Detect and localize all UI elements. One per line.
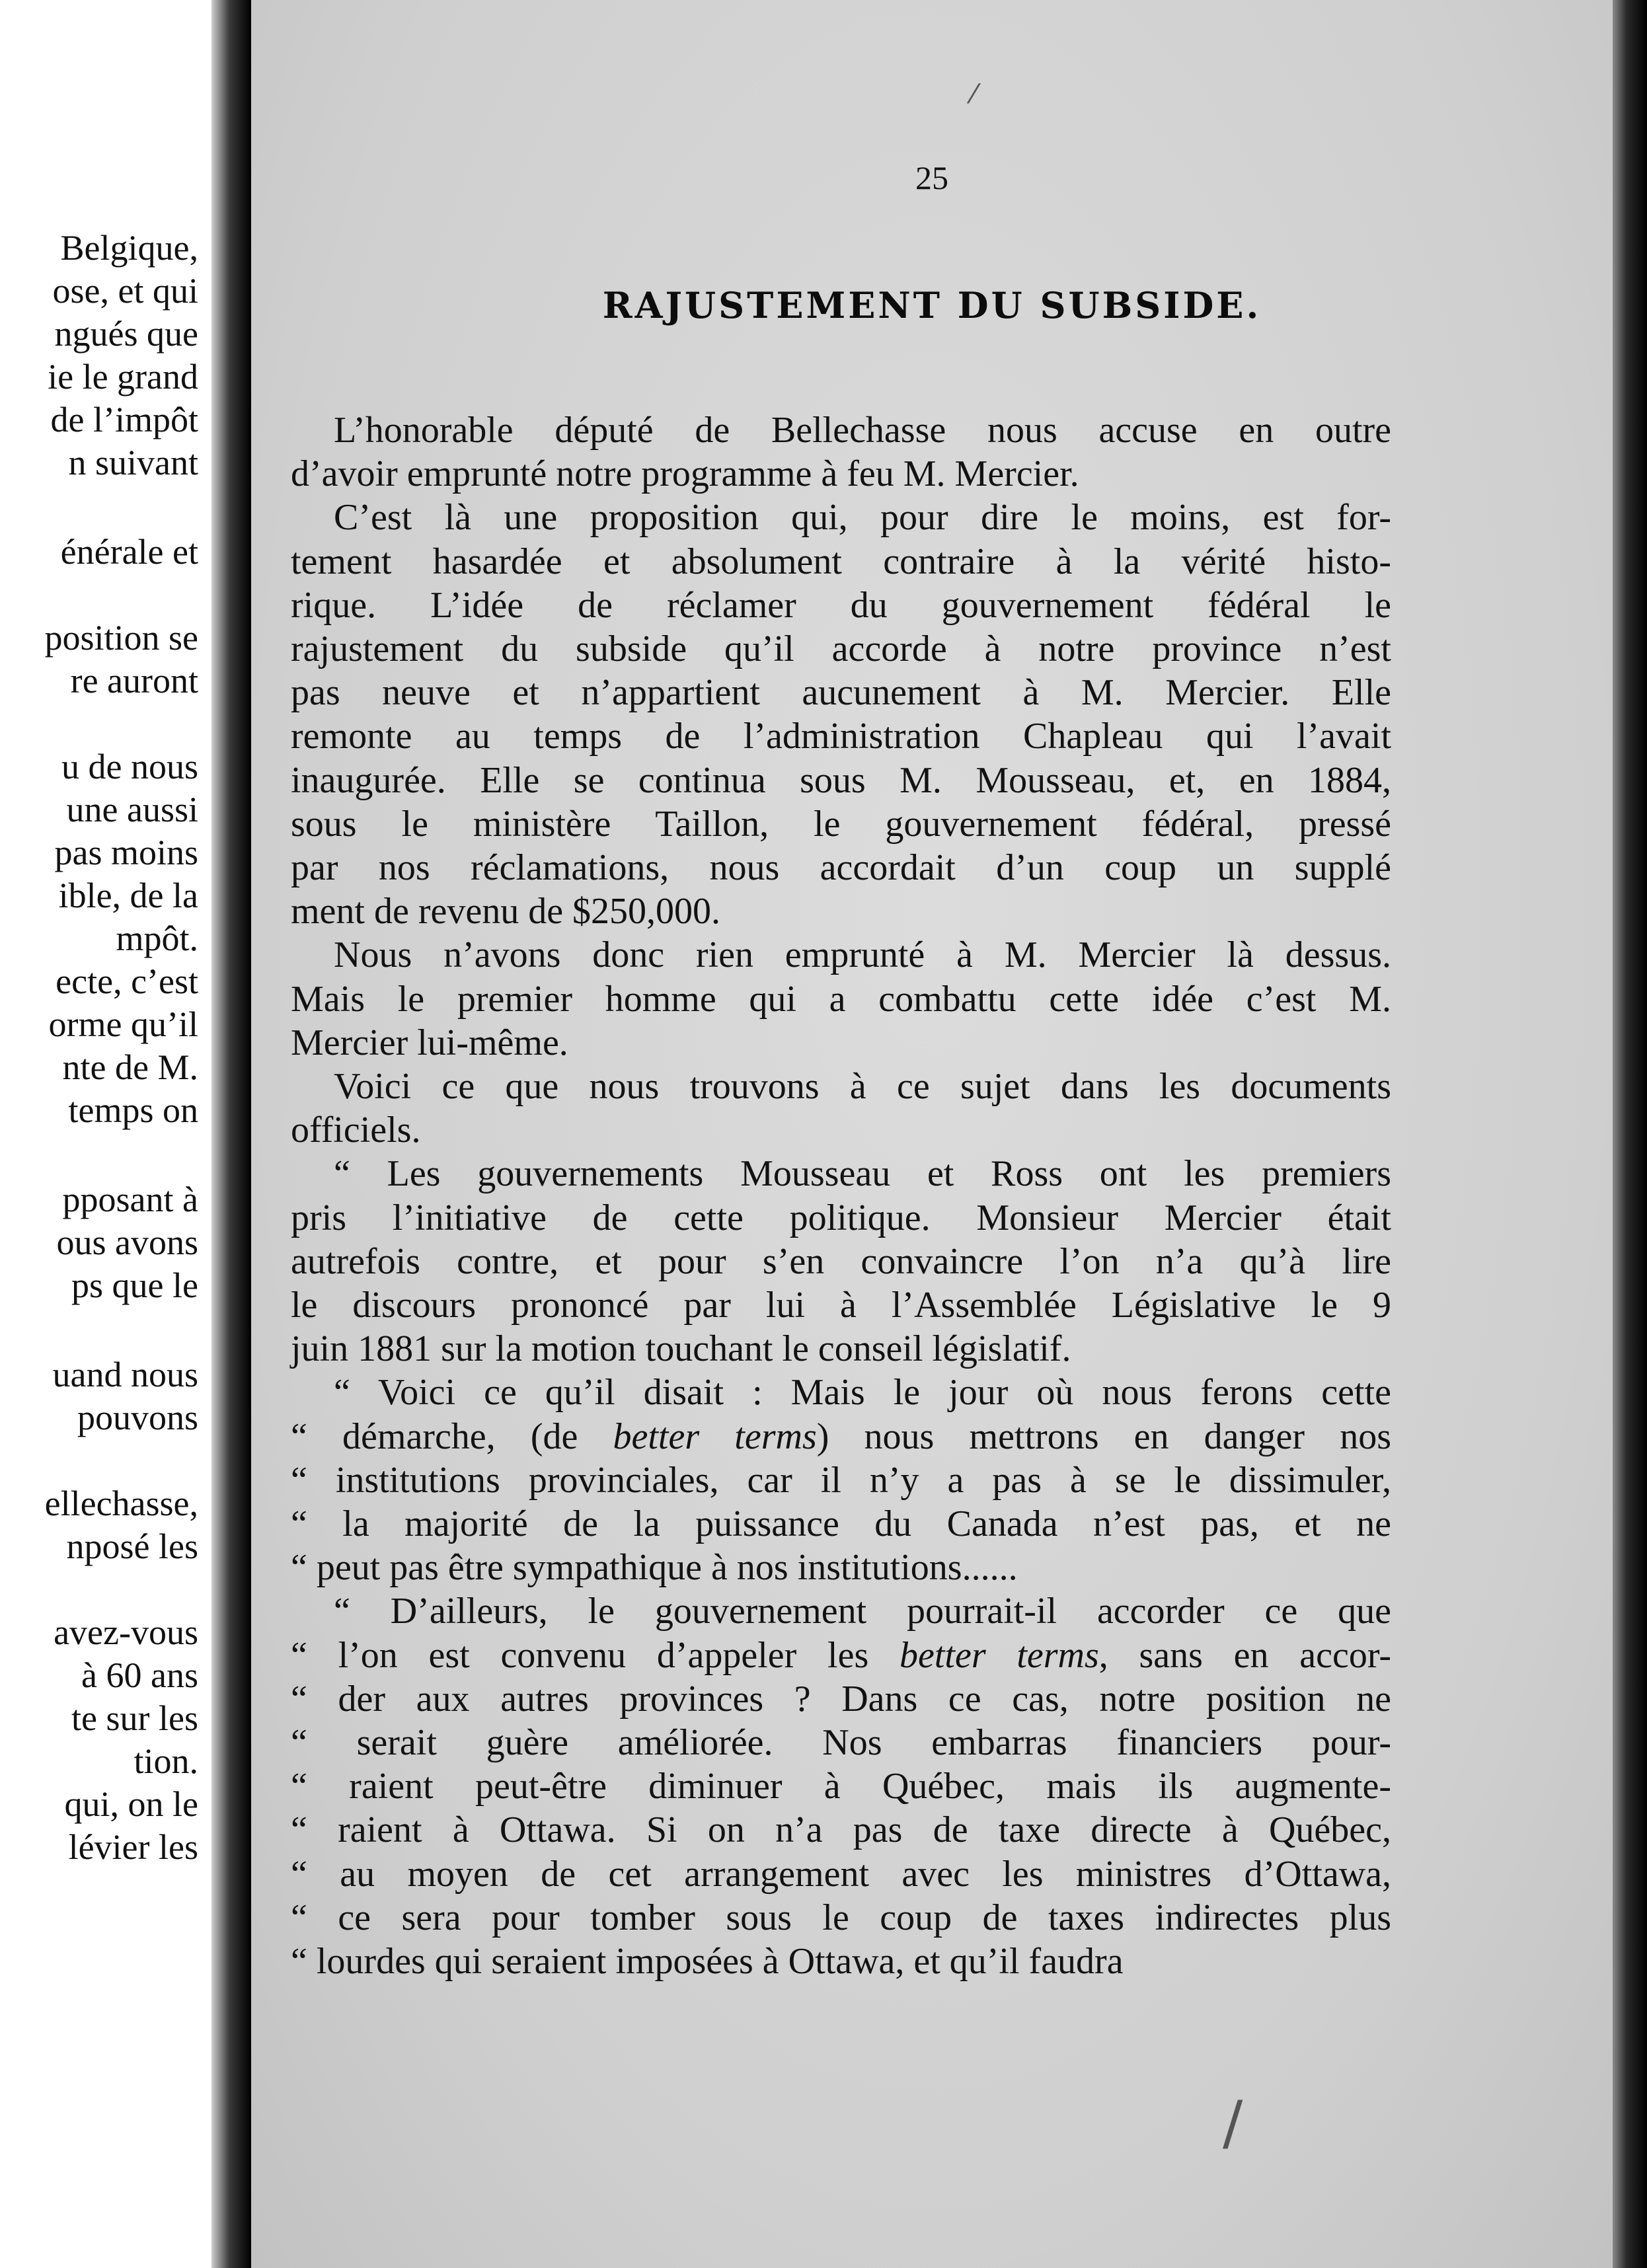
facing-page-line: qui, on le [64, 1784, 198, 1824]
facing-page-line: pouvons [77, 1398, 198, 1437]
text-line: “ l’on est convenu d’appeler les better terms, sans en accor- [291, 1634, 1392, 1676]
facing-page-line: ps que le [71, 1266, 198, 1305]
text-line: “ raient à Ottawa. Si on n’a pas de taxe directe à Québec, [291, 1809, 1391, 1851]
text-line: rajustement du subside qu’il accorde à notre province n’est [291, 628, 1391, 669]
facing-page-line: ous avons [56, 1223, 198, 1262]
facing-page-line: position se [44, 618, 198, 658]
facing-page-line: tion. [134, 1741, 198, 1781]
page-edge [1613, 0, 1647, 2268]
facing-page-line: Belgique, [60, 228, 198, 268]
facing-page-line: une aussi [66, 790, 198, 829]
book-gutter [211, 0, 251, 2268]
section-title: RAJUSTEMENT DU SUBSIDE. [602, 284, 1262, 326]
facing-page-line: nposé les [66, 1527, 198, 1566]
facing-page-line: pas moins [54, 833, 198, 872]
text-line: Mais le premier homme qui a combattu cette idée c’est M. [291, 978, 1391, 1020]
text-line: “ la majorité de la puissance du Canada n’est pas, et ne [291, 1503, 1391, 1544]
book-page [251, 0, 1613, 2268]
text-line: tement hasardée et absolument contraire à la vérité histo- [291, 541, 1391, 582]
pencil-mark: ⁄ [972, 79, 976, 110]
text-line: ment de revenu de $250,000. [291, 891, 721, 932]
text-line: pris l’initiative de cette politique. Monsieur Mercier était [291, 1197, 1391, 1238]
text-line: “ serait guère améliorée. Nos embarras financiers pour- [291, 1722, 1391, 1763]
text-line: sous le ministère Taillon, le gouvernement fédéral, pressé [291, 803, 1391, 845]
facing-page-line: de l’impôt [50, 400, 198, 439]
text-line: juin 1881 sur la motion touchant le conseil législatif. [291, 1328, 1071, 1370]
facing-page-line: te sur les [71, 1698, 198, 1738]
text-line: officiels. [291, 1110, 421, 1151]
text-line: “ démarche, (de better terms) nous mettrons en danger nos [291, 1416, 1391, 1457]
text-line: Nous n’avons donc rien emprunté à M. Mercier là dessus. [334, 934, 1391, 976]
text-line: d’avoir emprunté notre programme à feu M. Mercier. [291, 453, 1079, 495]
facing-page-line: mpôt. [116, 919, 198, 958]
text-line: Mercier lui-même. [291, 1022, 568, 1063]
text-line: L’honorable député de Bellechasse nous accuse en outre [334, 410, 1391, 451]
text-line: “ der aux autres provinces ? Dans ce cas, notre position ne [291, 1678, 1391, 1720]
text-line: inaugurée. Elle se continua sous M. Mousseau, et, en 1884, [291, 759, 1391, 801]
facing-page-line: ose, et qui [52, 271, 198, 311]
facing-page-line: re auront [70, 661, 198, 700]
facing-page-line: ecte, c’est [56, 962, 198, 1001]
facing-page-line: ie le grand [48, 357, 198, 397]
text-line: par nos réclamations, nous accordait d’un coup un supplé [291, 847, 1391, 888]
facing-page-line: pposant à [62, 1180, 198, 1219]
facing-page-text [0, 0, 198, 2268]
facing-page-line: ellechasse, [44, 1484, 198, 1523]
facing-page-fragment [0, 0, 231, 2268]
facing-page-line: énérale et [60, 532, 198, 572]
text-line: “ ce sera pour tomber sous le coup de taxes indirectes plus [291, 1897, 1391, 1938]
text-line: C’est là une proposition qui, pour dire le moins, est for- [334, 497, 1391, 539]
text-line: le discours prononcé par lui à l’Assemblée Législative le 9 [291, 1285, 1391, 1326]
text-line: “ lourdes qui seraient imposées à Ottawa, et qu’il faudra [291, 1941, 1124, 1982]
text-line: remonte au temps de l’administration Chapleau qui l’avait [291, 716, 1391, 757]
text-line: “ peut pas être sympathique à nos institutions...... [291, 1547, 1018, 1589]
facing-page-line: avez-vous [54, 1612, 198, 1652]
facing-page-line: orme qu’il [48, 1004, 198, 1044]
facing-page-line: u de nous [61, 747, 198, 786]
text-line: “ institutions provinciales, car il n’y a pas à se le dissimuler, [291, 1459, 1391, 1501]
facing-page-line: ngués que [54, 314, 198, 354]
text-line: “ Voici ce qu’il disait : Mais le jour où nous ferons cette [334, 1372, 1391, 1414]
text-line: “ Les gouvernements Mousseau et Ross ont les premiers [334, 1153, 1391, 1195]
text-line: “ raient peut-être diminuer à Québec, mais ils augmente- [291, 1766, 1391, 1807]
facing-page-line: à 60 ans [81, 1655, 198, 1695]
facing-page-line: temps on [68, 1090, 198, 1130]
text-line: “ au moyen de cet arrangement avec les ministres d’Ottawa, [291, 1853, 1391, 1895]
facing-page-line: ible, de la [58, 876, 198, 915]
text-line: “ D’ailleurs, le gouvernement pourrait-il accorder ce que [334, 1591, 1391, 1632]
facing-page-line: nte de M. [62, 1047, 198, 1087]
text-line: pas neuve et n’appartient aucunement à M. Mercier. Elle [291, 672, 1391, 714]
text-line: Voici ce que nous trouvons à ce sujet dans les documents [334, 1066, 1391, 1107]
text-line: rique. L’idée de réclamer du gouvernement fédéral le [291, 584, 1391, 626]
facing-page-line: uand nous [52, 1355, 198, 1394]
page-number: 25 [915, 159, 948, 196]
facing-page-line: n suivant [68, 443, 198, 482]
facing-page-line: lévier les [68, 1827, 198, 1867]
text-line: autrefois contre, et pour s’en convaincre l’on n’a qu’à lire [291, 1240, 1391, 1282]
pencil-mark: / [1223, 2088, 1243, 2158]
